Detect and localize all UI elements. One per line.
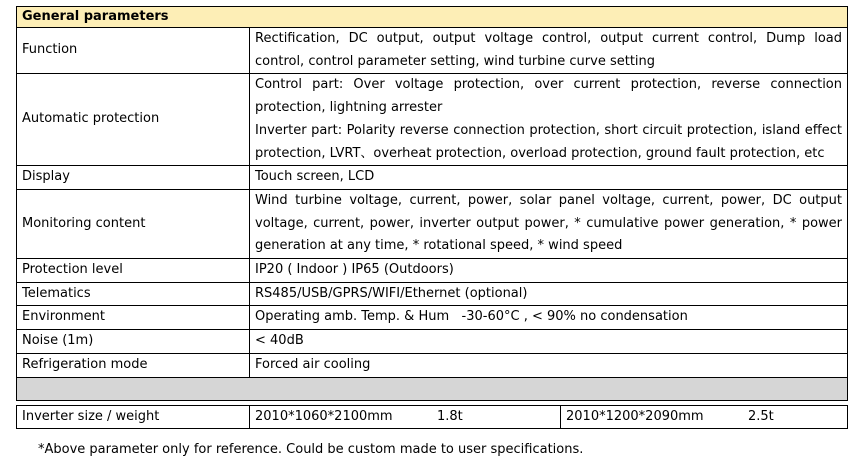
size-option-1-dimensions: 2010*1060*2100mm — [255, 408, 393, 424]
protection-control-part: Control part: Over voltage protection, over current protection, reverse connection protection, lightning arrester — [255, 77, 842, 116]
row-value-automatic-protection — [250, 74, 848, 166]
row-value-function: Rectification, DC output, output voltage control, output current control, Dump load control, control parameter setting, wind turbine curve setting — [250, 28, 848, 74]
size-option-2-weight: 2.5t — [748, 408, 774, 424]
row-label-monitoring-content: Monitoring content — [17, 189, 250, 258]
table-row — [17, 282, 848, 306]
row-value-environment: Operating amb. Temp. & Hum -30-60°C , < 90% no condensation — [250, 306, 848, 330]
table-row — [17, 353, 848, 377]
row-label-environment: Environment — [17, 306, 250, 330]
row-label-function: Function — [17, 28, 250, 74]
row-label-automatic-protection: Automatic protection — [17, 74, 250, 166]
row-label-display: Display — [17, 166, 250, 190]
table-row — [17, 74, 848, 166]
row-label-refrigeration-mode: Refrigeration mode — [17, 353, 250, 377]
table-header: General parameters — [17, 7, 848, 28]
row-label-inverter-size-weight: Inverter size / weight — [17, 405, 250, 429]
row-label-noise: Noise (1m) — [17, 330, 250, 354]
table-row-size-weight — [17, 405, 848, 429]
row-label-protection-level: Protection level — [17, 259, 250, 283]
row-value-display: Touch screen, LCD — [250, 166, 848, 190]
row-value-noise: < 40dB — [250, 330, 848, 354]
protection-inverter-part: Inverter part: Polarity reverse connection protection, short circuit protection, island effect protection, LVRT、overheat protection, overload protection, ground fault protection, etc — [255, 122, 842, 161]
row-label-telematics: Telematics — [17, 282, 250, 306]
row-value-monitoring-content: Wind turbine voltage, current, power, solar panel voltage, current, power, DC output voltage, current, power, inverter output power, * cumulative power generation, * power generation at any time, * rotational speed, * wind speed — [250, 189, 848, 258]
row-value-telematics: RS485/USB/GPRS/WIFI/Ethernet (optional) — [250, 282, 848, 306]
row-value-protection-level: IP20 ( Indoor ) IP65 (Outdoors) — [250, 259, 848, 283]
row-value-refrigeration-mode: Forced air cooling — [250, 353, 848, 377]
table-divider — [17, 377, 848, 400]
table-row — [17, 166, 848, 190]
footnote: *Above parameter only for reference. Could be custom made to user specifications. — [38, 442, 584, 457]
general-parameters-table — [16, 6, 848, 429]
size-option-2 — [561, 405, 848, 429]
table-row — [17, 330, 848, 354]
size-option-2-dimensions: 2010*1200*2090mm — [566, 408, 704, 424]
table-row — [17, 306, 848, 330]
size-option-1 — [250, 405, 561, 429]
table-row — [17, 189, 848, 258]
table-row — [17, 28, 848, 74]
size-option-1-weight: 1.8t — [437, 408, 463, 424]
table-row — [17, 259, 848, 283]
